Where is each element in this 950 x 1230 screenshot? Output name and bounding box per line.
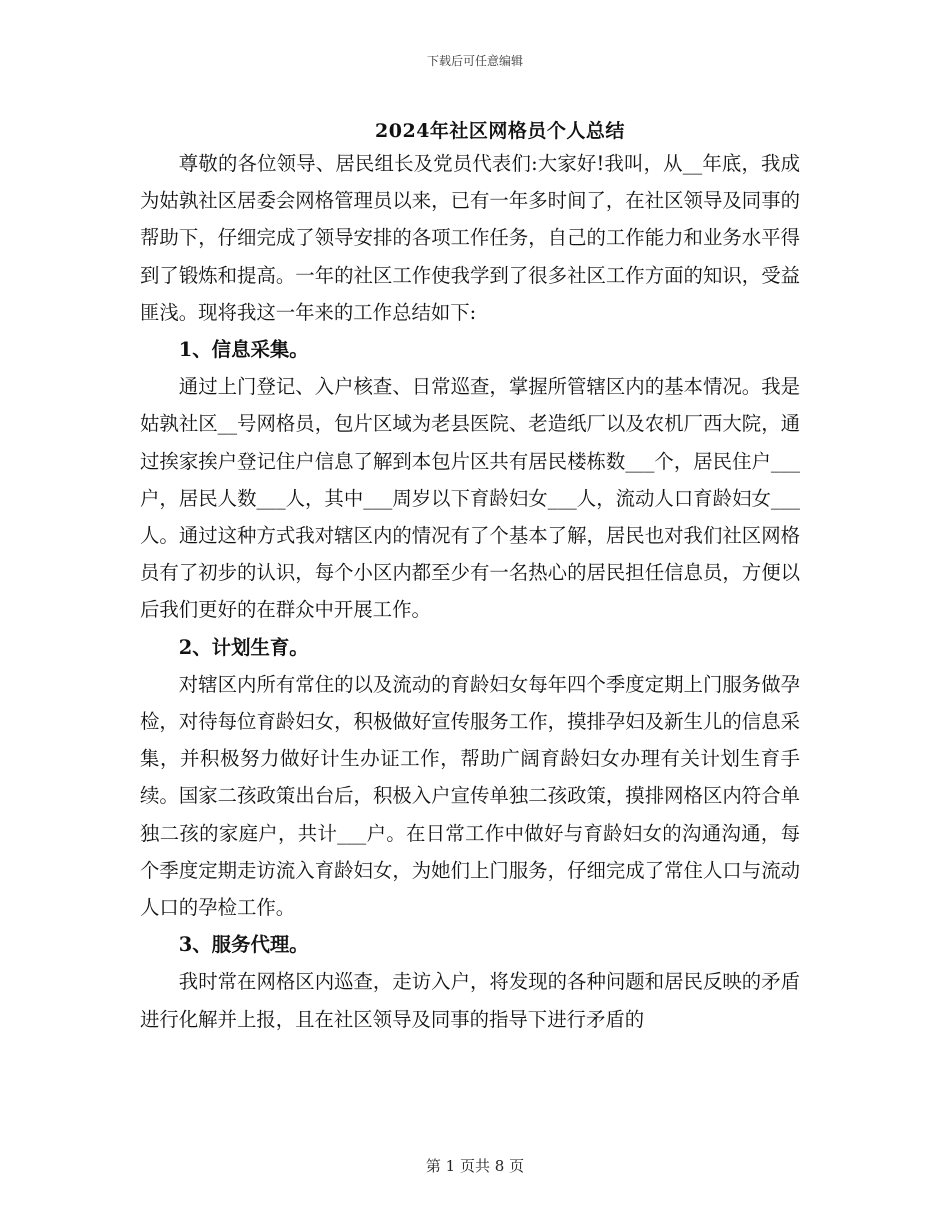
section-heading-family-planning: 2、计划生育。 [178, 635, 309, 659]
document-body [140, 145, 800, 1038]
section-paragraph-service-agency: 我时常在网格区内巡查，走访入户，将发现的各种问题和居民反映的矛盾进行化解并上报，且在社区领导及同事的指导下进行矛盾的 [140, 970, 800, 1031]
section-heading-service-agency: 3、服务代理。 [178, 933, 309, 957]
page-header-note: 下载后可任意编辑 [426, 54, 523, 68]
section-heading-info-collection: 1、信息采集。 [178, 338, 309, 362]
section-paragraph-family-planning: 对辖区内所有常住的以及流动的育龄妇女每年四个季度定期上门服务做孕检，对待每位育龄妇女，积极做好宣传服务工作，摸排孕妇及新生儿的信息采集，并积极努力做好计生办证工作，帮助广阔育龄妇女办理有关计划生育手续。国家二孩政策出台后，积极入户宣传单独二孩政策，摸排网格区内符合单独二孩的家庭户，共计___户。在日常工作中做好与育龄妇女的沟通沟通，每个季度定期走访流入育龄妇女，为她们上门服务，仔细完成了常住人口与流动人口的孕检工作。 [140, 672, 800, 920]
document-title: 2024年社区网格员个人总结 [375, 120, 625, 142]
intro-paragraph: 尊敬的各位领导、居民组长及党员代表们:大家好!我叫，从__年底，我成为姑孰社区居委会网格管理员以来，已有一年多时间了，在社区领导及同事的帮助下，仔细完成了领导安排的各项工作任务，自己的工作能力和业务水平得到了锻炼和提高。一年的社区工作使我学到了很多社区工作方面的知识，受益匪浅。现将我这一年来的工作总结如下: [140, 152, 800, 324]
section-paragraph-info-collection: 通过上门登记、入户核查、日常巡查，掌握所管辖区内的基本情况。我是姑孰社区__号网格员，包片区域为老县医院、老造纸厂以及农机厂西大院，通过挨家挨户登记住户信息了解到本包片区共有居民楼栋数___个，居民住户___户，居民人数___人，其中___周岁以下育龄妇女___人，流动人口育龄妇女___人。通过这种方式我对辖区内的情况有了个基本了解，居民也对我们社区网格员有了初步的认识，每个小区内都至少有一名热心的居民担任信息员，方便以后我们更好的在群众中开展工作。 [140, 375, 800, 622]
page-number: 第 1 页共 8 页 [425, 1157, 525, 1175]
